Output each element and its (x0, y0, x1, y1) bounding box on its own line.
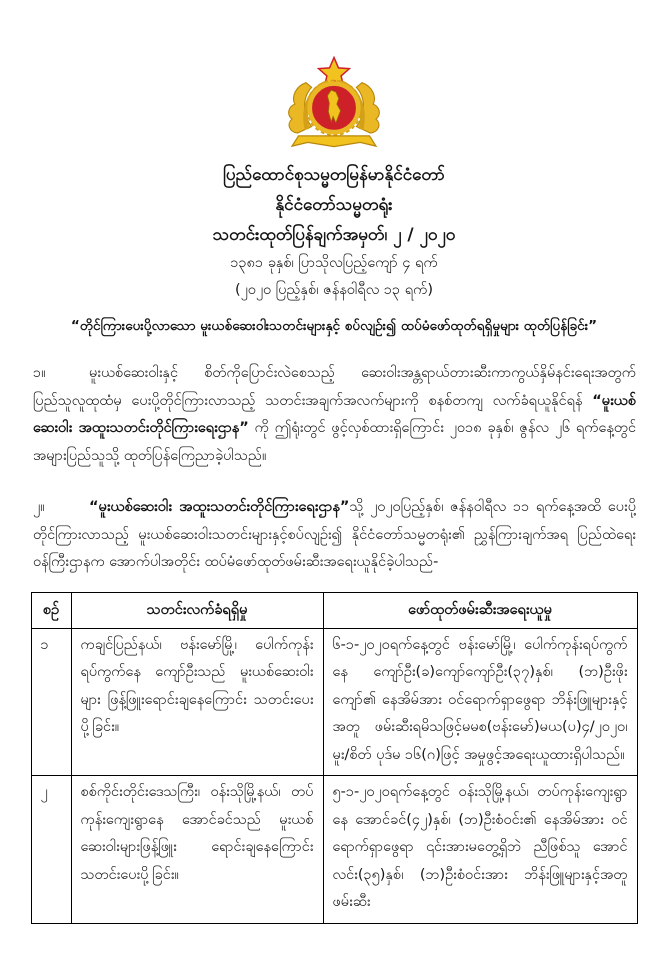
date-myanmar-era: ၁၃၈၁ ခုနှစ်၊ ပြာသိုလပြည့်ကျော် ၄ ရက် (230, 255, 438, 271)
table-row (31, 628, 637, 776)
seizure-report-table (31, 592, 638, 924)
row-1-action: ၆-၁-၂၀၂၀ရက်နေ့တွင် ဗန်းမော်မြို့၊ ပေါက်ကုန်းရပ်ကွက်နေ ကျော်ဦး(ခ)ကျော်ကျော်ဦး(၃၇)နှစ်၊ (ဘ)ဦးဖိုးကျော်၏ နေအိမ်အား ဝင်ရောက်ရှာဖွေရာ ဘိန်းဖြူများနှင့်အတူ ဖမ်းဆီးရမိသဖြင့်မမစ(ဗန်းမော်)မယ(ပ)၄/၂၀၂၀၊ မူး/စိတ် ပုဒ်မ ၁၆(ဂ)ဖြင့် အမှုဖွင့်အရေးယူထားရှိပါသည်။ (323, 628, 637, 776)
column-header-serial: စဉ် (31, 592, 71, 628)
paragraph-2-text: သို့ ၂၀၂၀ပြည့်နှစ်၊ ဇန်နဝါရီလ ၁၁ ရက်နေ့အထိ ပေးပို့တိုင်ကြားလာသည့် မူးယစ်ဆေးဝါးသတင်းများနှင့်စပ်လျဉ်း၍ နိုင်ငံတော်သမ္မတရုံး၏ ညွှန်ကြားချက်အရ ပြည်ထဲရေးဝန်ကြီးဌာနက အောက်ပါအတိုင်း ထပ်မံဖော်ထုတ်ဖမ်းဆီးအရေးယူနိုင်ခဲ့ပါသည်- (33, 499, 636, 570)
office-title: နိုင်ငံတော်သမ္မတရုံး (275, 195, 393, 215)
paragraph-1-text-continued: ကို ဤရုံးတွင် ဖွင့်လှစ်ထားရှိကြောင်း ၂၀၁၈ ခုနှစ်၊ ဇွန်လ ၂၆ ရက်နေ့တွင် အများပြည်သူသို့ ထုတ်ပြန်ကြေညာခဲ့ပါသည်။ (33, 420, 637, 464)
table-header-row (31, 592, 637, 628)
seal-container (0, 0, 668, 160)
paragraph-2-number: ၂။ (33, 499, 45, 515)
row-1-serial: ၁ (31, 628, 71, 776)
row-1-info: ကချင်ပြည်နယ်၊ ဗန်းမော်မြို့၊ ပေါက်ကုန်းရပ်ကွက်နေ ကျော်ဦးသည် မူးယစ်ဆေးဝါးများ ဖြန့်ဖြူးရောင်းချနေကြောင်း သတင်းပေးပို့ခြင်း။ (71, 628, 323, 776)
table-row (31, 776, 637, 924)
myanmar-state-seal-icon (278, 54, 390, 158)
state-title: ပြည်ထောင်စုသမ္မတမြန်မာနိုင်ငံတော် (223, 165, 445, 185)
paragraph-1-text: မူးယစ်ဆေးဝါးနှင့် စိတ်ကိုပြောင်းလဲစေသည့် ဆေးဝါးအန္တရာယ်တားဆီးကာကွယ်နှိမ်နင်းရေးအတွက် ပြည်သူလူထုထံမှ ပေးပို့တိုင်ကြားလာသည့် သတင်းအချက်အလက်များကို စနစ်တကျ လက်ခံရယူနိုင်ရန် (33, 365, 636, 409)
release-number: သတင်းထုတ်ပြန်ချက်အမှတ်၊ ၂ / ၂၀၂၀ (212, 225, 456, 245)
row-2-serial: ၂ (31, 776, 71, 924)
paragraph-1-number: ၁။ (33, 365, 46, 381)
row-2-action: ၅-၁-၂၀၂၀ရက်နေ့တွင် ဝန်းသိုမြို့နယ်၊ တပ်ကုန်းကျေးရွာနေ အောင်ခင်(၄၂)နှစ်၊ (ဘ)ဦးစံဝင်း၏ နေအိမ်အား ဝင်ရောက်ရှာဖွေရာ ၎င်းအားမတွေ့ရှိဘဲ ညီဖြစ်သူ အောင်လင်း(၃၅)နှစ်၊ (ဘ)ဦးစံဝင်းအား ဘိန်းဖြူများနှင့်အတူ ဖမ်းဆီး (323, 776, 637, 924)
paragraph-1 (33, 360, 636, 470)
column-header-action: ဖော်ထုတ်ဖမ်းဆီးအရေးယူမှု (323, 592, 637, 628)
date-gregorian: (၂၀၂၀ ပြည့်နှစ်၊ ဇန်နဝါရီလ ၁၃ ရက်) (234, 282, 433, 298)
column-header-info: သတင်းလက်ခံရရှိမှု (71, 592, 323, 628)
row-2-info: စစ်ကိုင်းတိုင်းဒေသကြီး၊ ဝန်းသိုမြို့နယ်၊ တပ်ကုန်းကျေးရွာနေ အောင်ခင်သည် မူးယစ်ဆေးဝါးများဖြန့်ဖြူး ရောင်းချနေကြောင်း သတင်းပေးပို့ခြင်း။ (71, 776, 323, 924)
paragraph-1-bold-text: “မူးယစ်ဆေးဝါး အထူးသတင်းတိုင်ကြားရေးဌာန” (33, 392, 636, 436)
paragraph-2-bold-text: “မူးယစ်ဆေးဝါး အထူးသတင်းတိုင်ကြားရေးဌာန” (89, 499, 350, 515)
document-headline: “တိုင်ကြားပေးပို့လာသော မူးယစ်ဆေးဝါးသတင်းများနှင့် စပ်လျဉ်း၍ ထပ်မံဖော်ထုတ်ရရှိမှုများ ထုတ်ပြန်ခြင်း” (70, 318, 598, 334)
paragraph-2 (33, 494, 636, 577)
